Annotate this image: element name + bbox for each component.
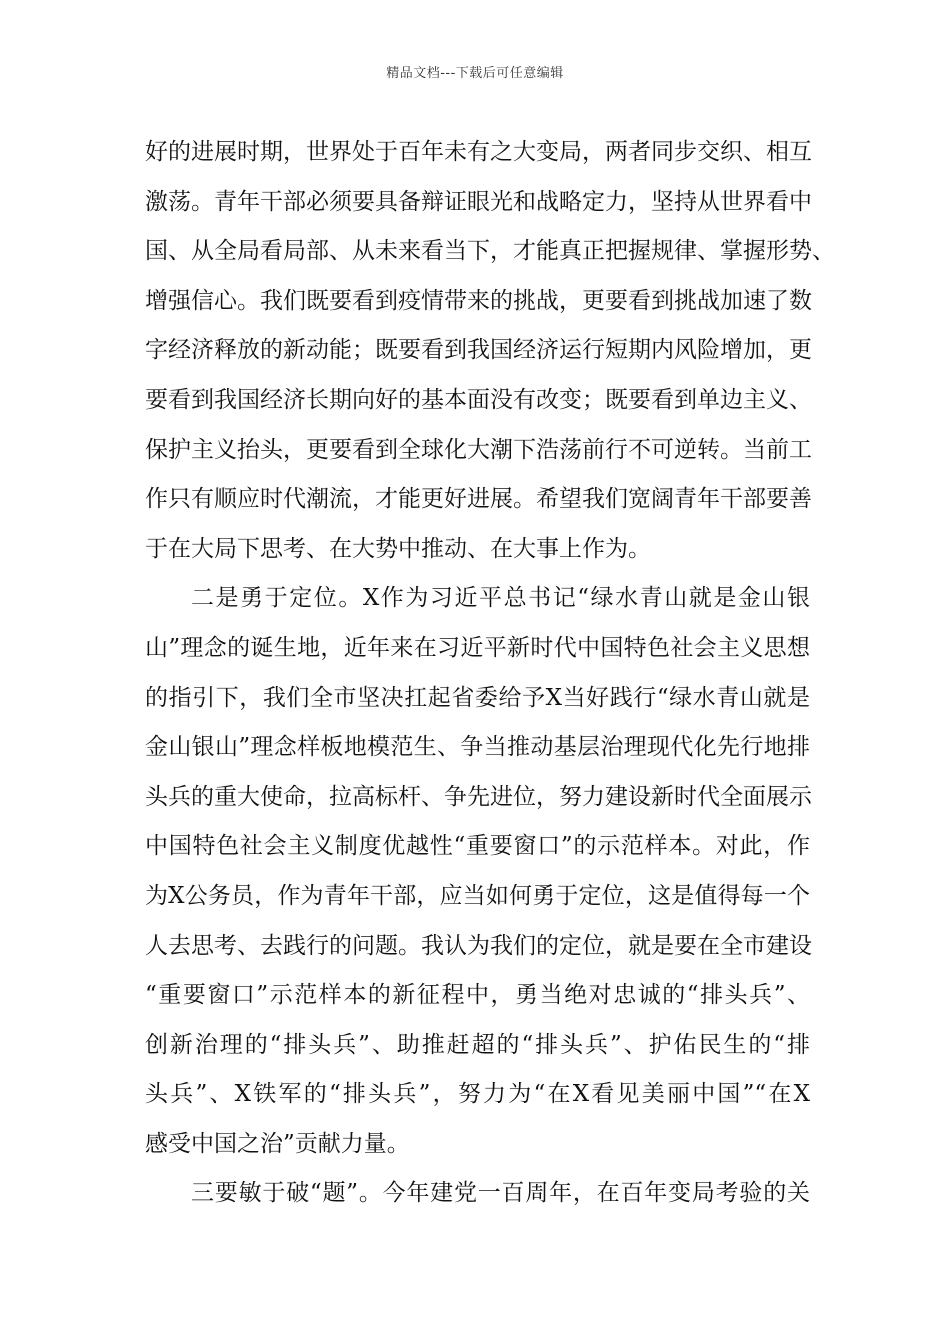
paragraph-2 (145, 574, 810, 1169)
page-header: 精品文档---下载后可任意编辑 (386, 66, 564, 81)
text-line: 山”理念的诞生地，近年来在习近平新时代中国特色社会主义思想 (145, 634, 810, 661)
text-line: 三要敏于破“题”。今年建党一百周年，在百年变局考验的关 (191, 1180, 810, 1207)
text-line: 人去思考、去践行的问题。我认为我们的定位，就是要在全市建设 (145, 932, 812, 959)
text-line: 二是勇于定位。X作为习近平总书记“绿水青山就是金山银 (191, 585, 810, 612)
text-line: 保护主义抬头，更要看到全球化大潮下浩荡前行不可逆转。当前工 (145, 436, 812, 463)
text-line: 创新治理的“排头兵”、助推赶超的“排头兵”、护佑民生的“排 (145, 1031, 810, 1058)
text-line: 字经济释放的新动能；既要看到我国经济运行短期内风险增加，更 (145, 337, 812, 364)
text-line: 头兵的重大使命，拉高标杆、争先进位，努力建设新时代全面展示 (145, 783, 812, 810)
text-line: 增强信心。我们既要看到疫情带来的挑战，更要看到挑战加速了数 (145, 287, 812, 314)
paragraph-3 (145, 1169, 810, 1219)
text-line: 中国特色社会主义制度优越性“重要窗口”的示范样本。对此，作 (145, 833, 810, 860)
text-line: 于在大局下思考、在大势中推动、在大事上作为。 (145, 535, 651, 562)
text-line: 作只有顺应时代潮流，才能更好进展。希望我们宽阔青年干部要善 (145, 486, 812, 513)
text-line: 感受中国之治”贡献力量。 (145, 1130, 410, 1157)
text-line: 好的进展时期，世界处于百年未有之大变局，两者同步交织、相互 (145, 139, 812, 165)
text-line: 金山银山”理念样板地模范生、争当推动基层治理现代化先行地排 (145, 734, 810, 761)
text-line: “重要窗口”示范样本的新征程中，勇当绝对忠诚的“排头兵”、 (145, 982, 810, 1009)
paragraph-1 (145, 128, 835, 574)
text-line: 要看到我国经济长期向好的基本面没有改变；既要看到单边主义、 (145, 386, 812, 413)
document-body (145, 128, 835, 1219)
text-line: 头兵”、X铁军的“排头兵”，努力为“在X看见美丽中国”“在X (145, 1081, 810, 1108)
text-line: 国、从全局看局部、从未来看当下，才能真正把握规律、掌握形势、 (145, 238, 835, 265)
text-line: 的指引下，我们全市坚决扛起省委给予X当好践行“绿水青山就是 (145, 684, 810, 711)
text-line: 激荡。青年干部必须要具备辩证眼光和战略定力，坚持从世界看中 (145, 188, 812, 215)
text-line: 为X公务员，作为青年干部，应当如何勇于定位，这是值得每一个 (145, 882, 810, 909)
